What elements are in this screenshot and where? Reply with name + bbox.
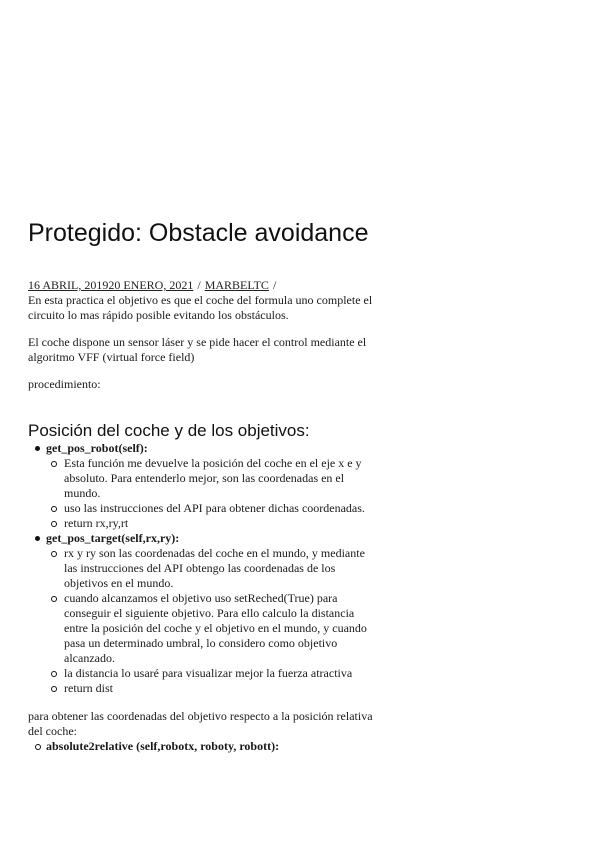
function-name: get_pos_robot(self):: [46, 441, 148, 455]
post-title: Protegido: Obstacle avoidance: [28, 219, 369, 247]
section-heading: Posición del coche y de los objetivos:: [28, 421, 310, 440]
list-item: cuando alcanzamos el objetivo uso setReched(True) para conseguir el siguiente objetivo. Para ello calculo la distancia entre la posición del coche y el objetivo en el mundo, y cuando pasa un determinado umbral, lo considero como objetivo alcanzado.: [46, 591, 380, 666]
function-details: [46, 546, 380, 696]
intro-paragraph: En esta practica el objetivo es que el coche del formula uno complete el circuito lo mas rápido posible evitando los obstáculos.: [28, 293, 373, 322]
meta-separator: /: [197, 278, 201, 292]
function-list-robot: [28, 441, 380, 531]
closing-paragraph: para obtener las coordenadas del objetivo respecto a la posición relativa del coche:: [28, 709, 373, 738]
function-item: [28, 531, 380, 696]
function-name: absolute2relative (self,robotx, roboty, robott):: [46, 739, 280, 753]
procedure-paragraph: procedimiento:: [28, 377, 101, 391]
function-item: [28, 739, 380, 754]
list-item: la distancia lo usaré para visualizar mejor la fuerza atractiva: [46, 666, 380, 681]
meta-separator-trailing: /: [272, 278, 277, 292]
list-item: return dist: [46, 681, 380, 696]
author-link[interactable]: MARBELTC: [204, 278, 269, 292]
list-item: rx y ry son las coordenadas del coche en el mundo, y mediante las instrucciones del API obtengo las coordenadas de los objetivos en el mundo.: [46, 546, 380, 591]
sensor-paragraph: El coche dispone un sensor láser y se pide hacer el control mediante el algoritmo VFF (virtual force field): [28, 335, 367, 364]
list-item: uso las instrucciones del API para obtener dichas coordenadas.: [46, 501, 380, 516]
function-list-target: [28, 531, 380, 696]
list-item: return rx,ry,rt: [46, 516, 380, 531]
function-list-relative: [28, 739, 380, 754]
list-item: Esta función me devuelve la posición del coche en el eje x e y absoluto. Para entenderlo mejor, son las coordenadas en el mundo.: [46, 456, 380, 501]
post-meta: [28, 278, 380, 293]
function-details: [46, 456, 380, 531]
post-date-link[interactable]: 16 ABRIL, 201920 ENERO, 2021: [28, 278, 194, 292]
post-content: [28, 218, 380, 754]
function-item: [28, 441, 380, 531]
function-name: get_pos_target(self,rx,ry):: [46, 531, 180, 545]
